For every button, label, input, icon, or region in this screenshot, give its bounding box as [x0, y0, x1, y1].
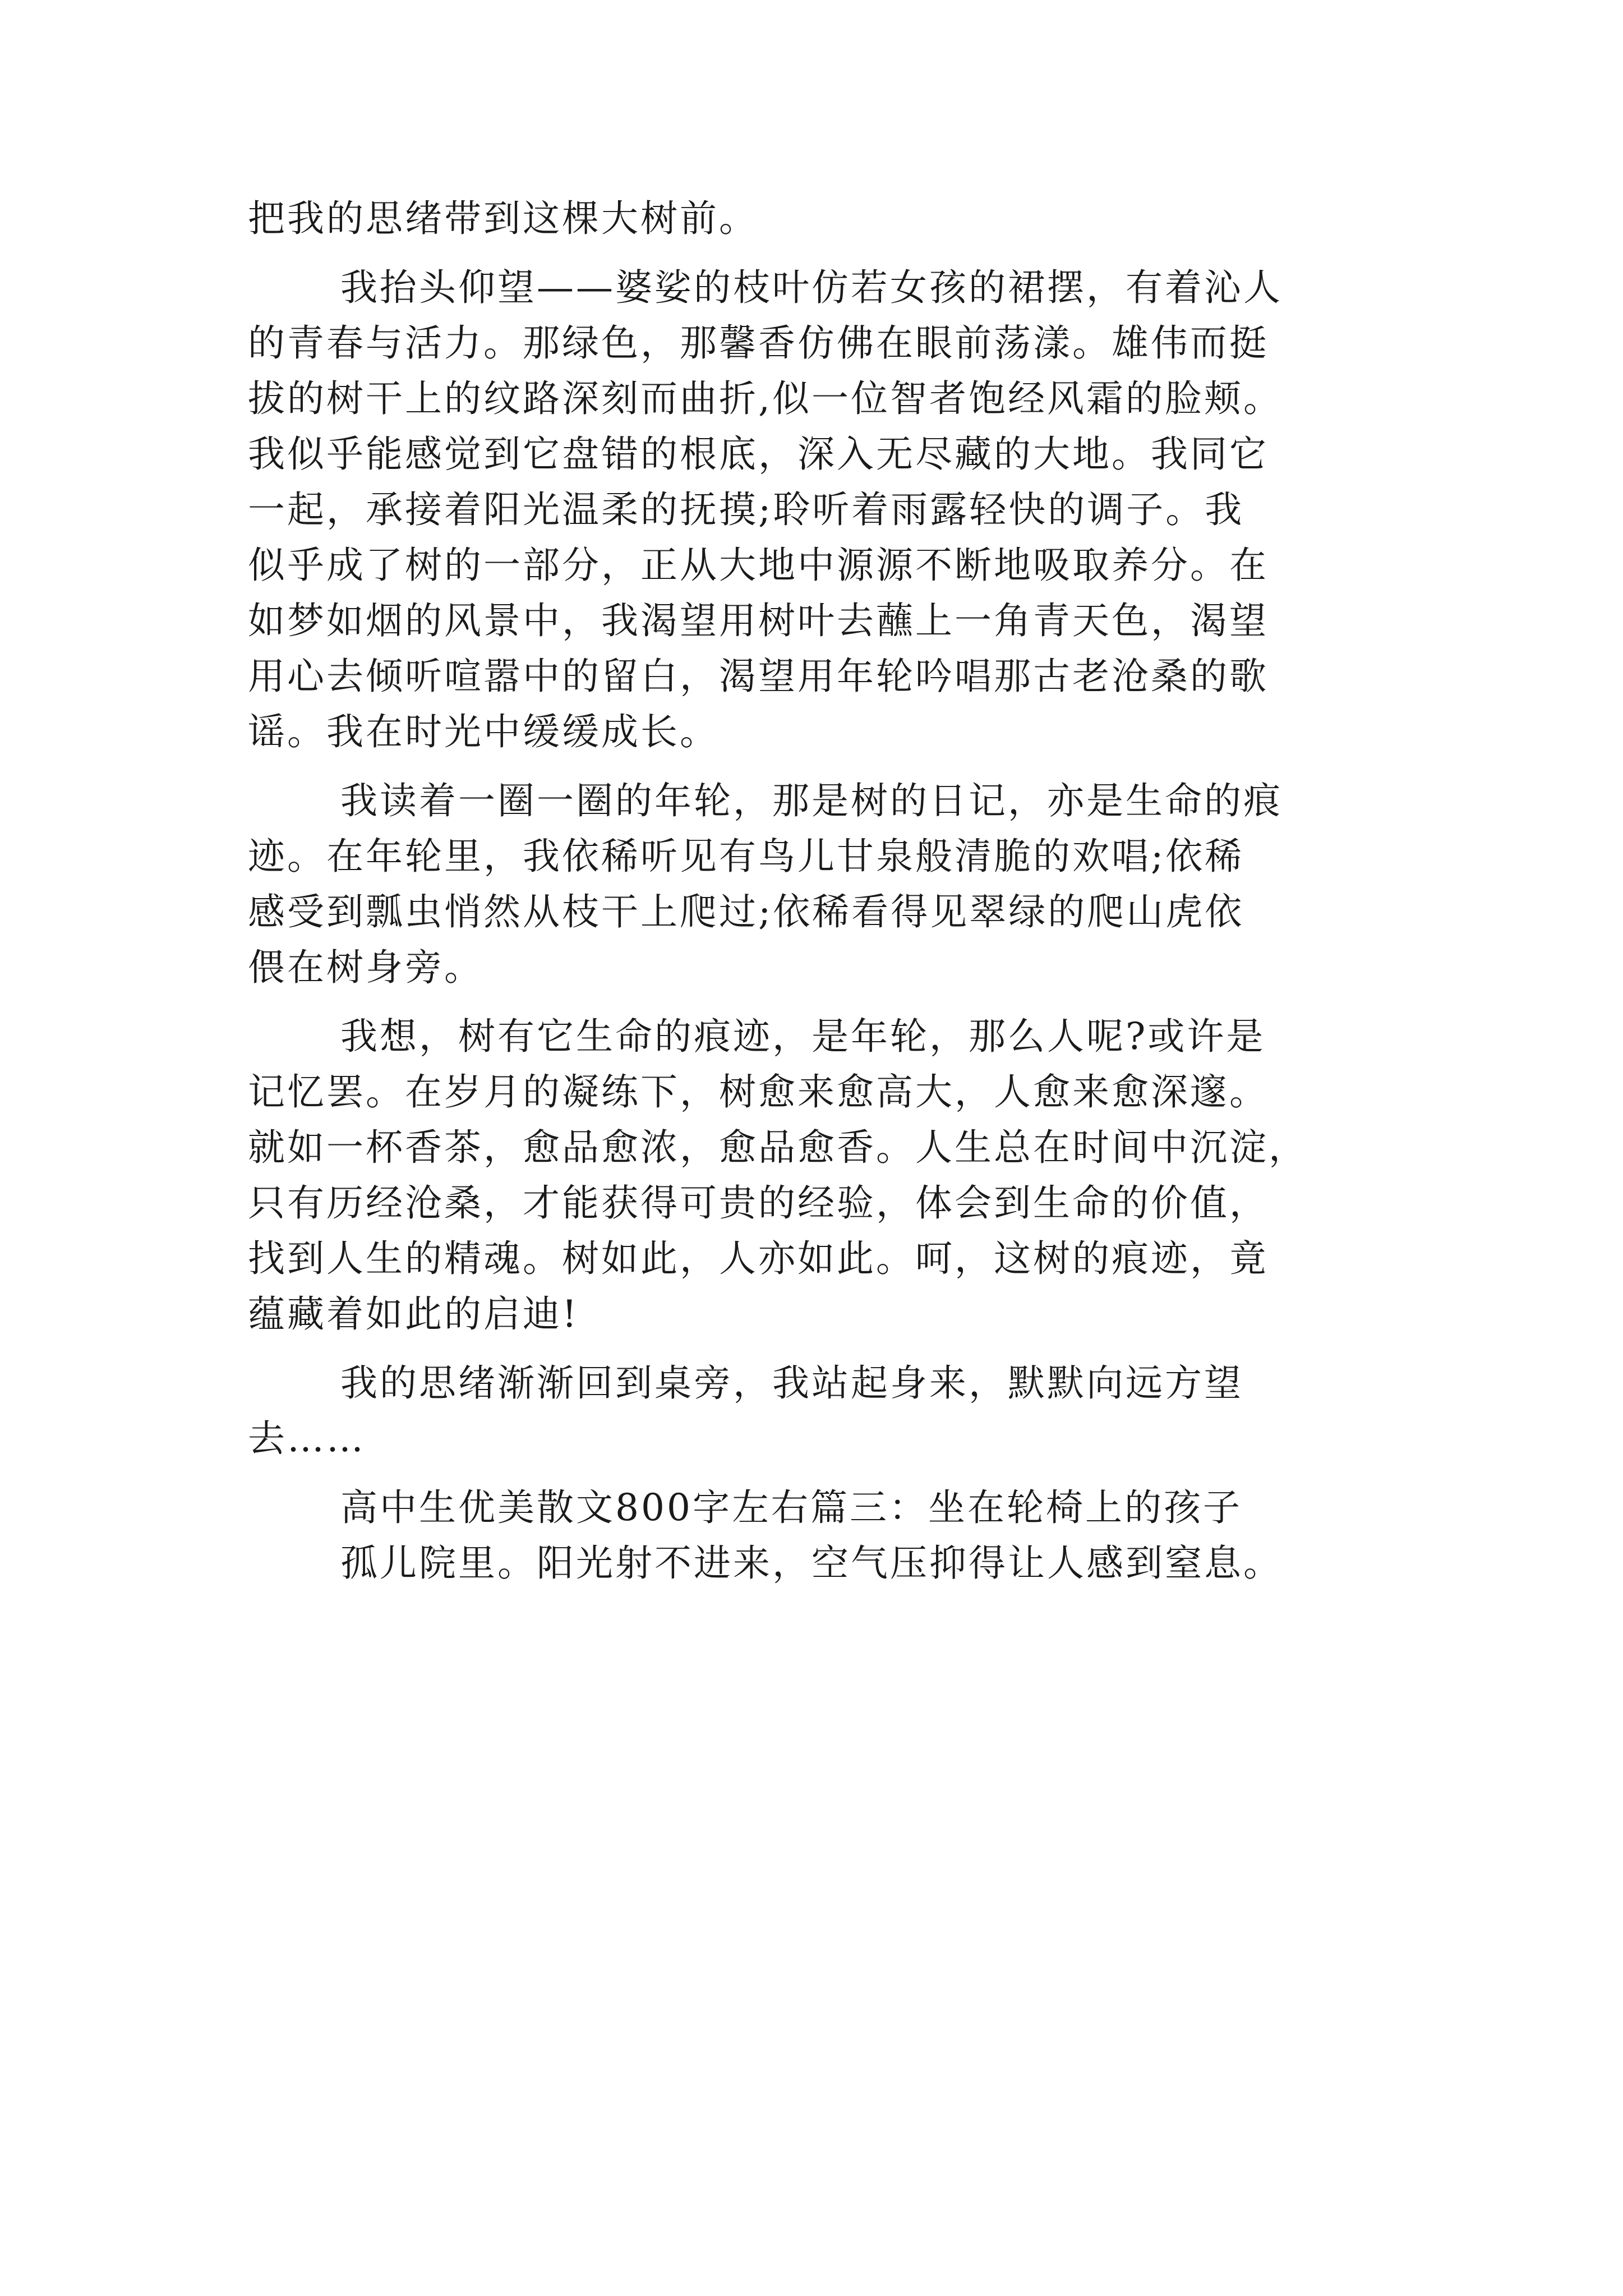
text-line: 谣。我在时光中缓缓成长。 [248, 710, 719, 753]
text-line: 的青春与活力。那绿色，那馨香仿佛在眼前荡漾。雄伟而挺 [248, 321, 1269, 365]
body-text [248, 191, 1386, 1591]
text-line: 记忆罢。在岁月的凝练下，树愈来愈高大，人愈来愈深邃。 [248, 1070, 1269, 1114]
text-line: 迹。在年轮里，我依稀听见有鸟儿甘泉般清脆的欢唱;依稀 [248, 835, 1244, 878]
text-line: 我似乎能感觉到它盘错的根底，深入无尽藏的大地。我同它 [248, 432, 1269, 476]
paragraph-first-line: 孤儿院里。阳光射不进来，空气压抑得让人感到窒息。 [340, 1542, 1283, 1585]
text-line: 把我的思绪带到这棵大树前。 [248, 197, 758, 240]
paragraph-first-line: 我抬头仰望——婆娑的枝叶仿若女孩的裙摆，有着沁人 [340, 266, 1283, 309]
section-heading: 高中生优美散文800字左右篇三：坐在轮椅上的孩子 [340, 1486, 1242, 1529]
paragraph-first-line: 我的思绪渐渐回到桌旁，我站起身来，默默向远方望 [340, 1361, 1243, 1405]
text-line: 感受到瓢虫悄然从枝干上爬过;依稀看得见翠绿的爬山虎依 [248, 890, 1244, 933]
text-line: 一起，承接着阳光温柔的抚摸;聆听着雨露轻快的调子。我 [248, 488, 1244, 531]
text-line: 蕴藏着如此的启迪! [248, 1292, 579, 1336]
text-line: 去…… [248, 1417, 366, 1460]
text-line: 就如一杯香茶，愈品愈浓，愈品愈香。人生总在时间中沉淀， [248, 1126, 1308, 1169]
text-line: 如梦如烟的风景中，我渴望用树叶去蘸上一角青天色，渴望 [248, 599, 1269, 642]
text-line: 只有历经沧桑，才能获得可贵的经验，体会到生命的价值， [248, 1181, 1269, 1225]
text-line: 找到人生的精魂。树如此，人亦如此。呵，这树的痕迹，竟 [248, 1237, 1269, 1280]
paragraph-first-line: 我读着一圈一圈的年轮，那是树的日记，亦是生命的痕 [340, 779, 1283, 822]
text-line: 偎在树身旁。 [248, 946, 483, 989]
paragraph-first-line: 我想，树有它生命的痕迹，是年轮，那么人呢?或许是 [340, 1015, 1266, 1058]
text-line: 拔的树干上的纹路深刻而曲折,似一位智者饱经风霜的脸颊。 [248, 377, 1283, 420]
text-line: 用心去倾听喧嚣中的留白，渴望用年轮吟唱那古老沧桑的歌 [248, 655, 1269, 698]
text-line: 似乎成了树的一部分，正从大地中源源不断地吸取养分。在 [248, 544, 1269, 587]
